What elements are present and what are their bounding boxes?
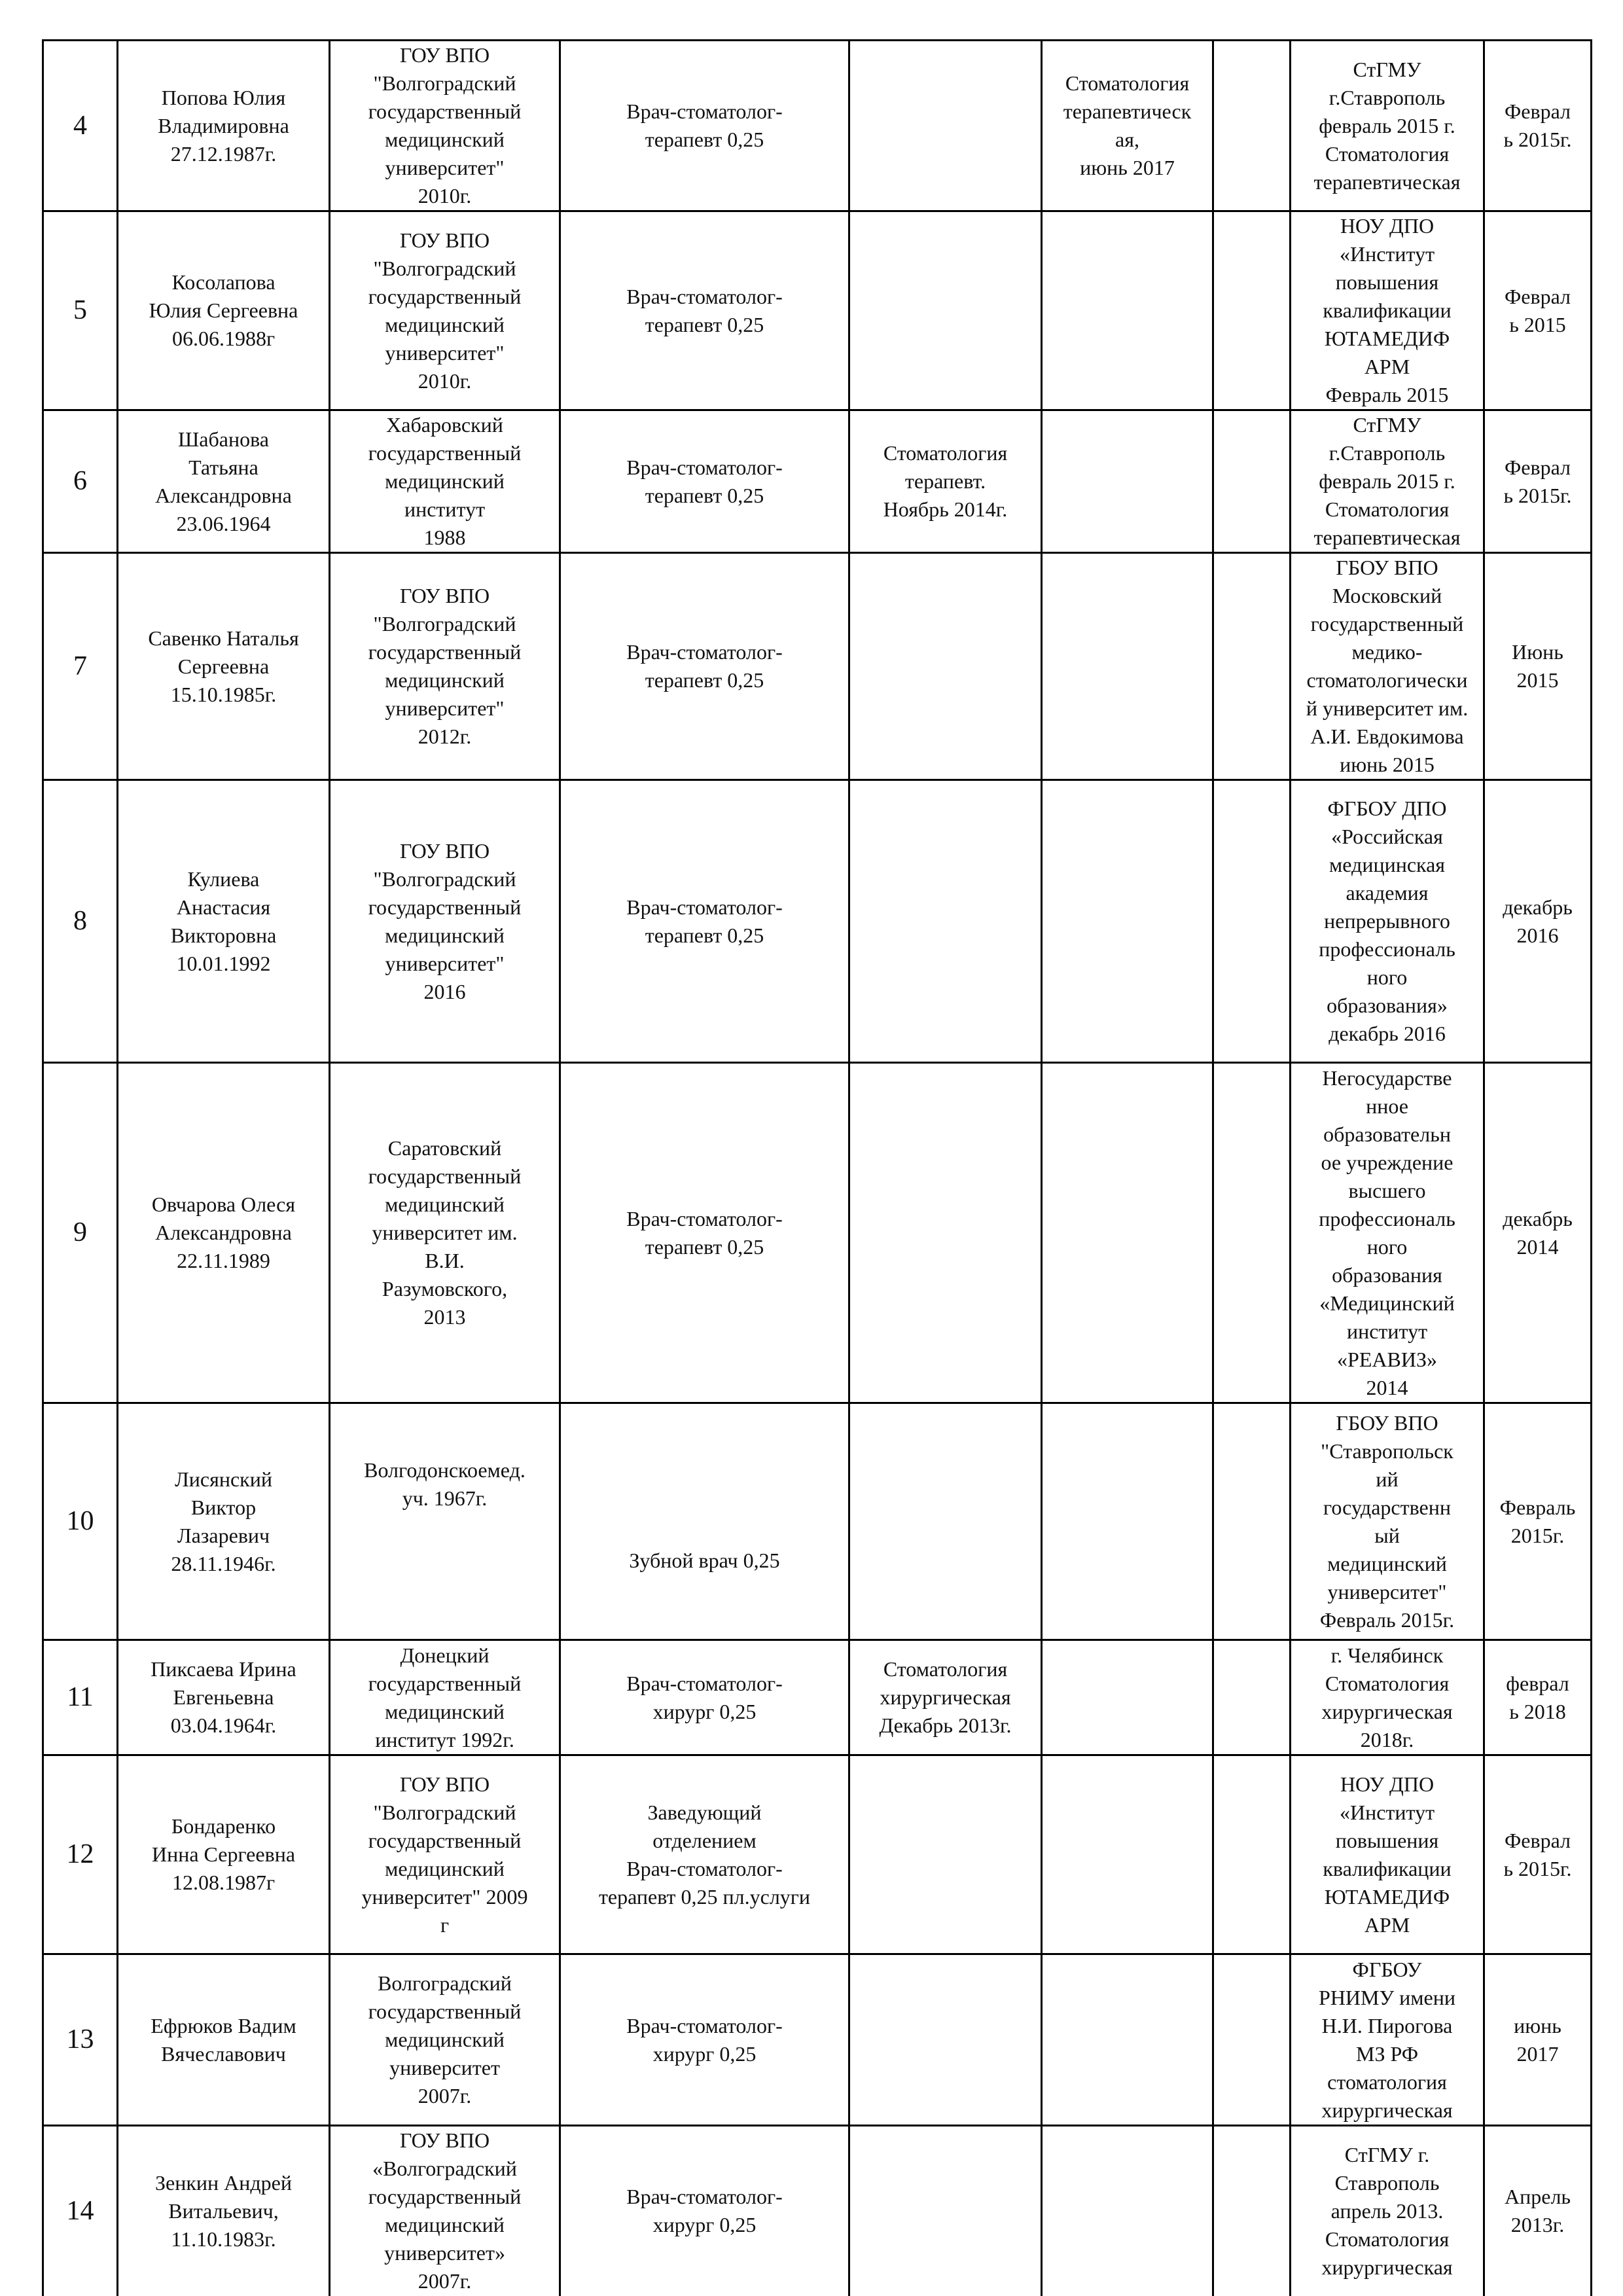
extra-cell [1213,1954,1291,2126]
certificate: ГБОУ ВПО Московский государственный медико- стоматологически й университет им. А.И. Евдокимова июнь 2015 [1291,553,1484,780]
specialty-secondary [1042,1755,1213,1954]
education: ГОУ ВПО "Волгоградский государственный медицинский университет" 2010г. [330,41,560,211]
employee-name: Пиксаева Ирина Евгеньевна 03.04.1964г. [118,1640,330,1755]
extra-cell [1213,780,1291,1063]
employee-name: Бондаренко Инна Сергеевна 12.08.1987г [118,1755,330,1954]
certificate: НОУ ДПО «Институт повышения квалификации ЮТАМЕДИФ АРМ [1291,1755,1484,1954]
specialty-primary: Стоматология хирургическая Декабрь 2013г. [849,1640,1042,1755]
position: Врач-стоматолог- терапевт 0,25 [560,410,849,553]
table-row [43,1063,1592,1403]
table-body [43,41,1592,2296]
certificate: г. Челябинск Стоматология хирургическая 2018г. [1291,1640,1484,1755]
extra-cell [1213,553,1291,780]
certificate-date: декабрь 2016 [1484,780,1592,1063]
extra-cell [1213,1403,1291,1640]
specialty-primary [849,1403,1042,1640]
employee-name: Попова Юлия Владимировна 27.12.1987г. [118,41,330,211]
position: Врач-стоматолог- терапевт 0,25 [560,553,849,780]
education: ГОУ ВПО "Волгоградский государственный медицинский университет" 2010г. [330,211,560,410]
staff-table [42,39,1592,2296]
certificate: СтГМУ г.Ставрополь февраль 2015 г. Стоматология терапевтическая [1291,41,1484,211]
row-number: 13 [43,1954,118,2126]
employee-name: Овчарова Олеся Александровна 22.11.1989 [118,1063,330,1403]
extra-cell [1213,211,1291,410]
certificate: СтГМУ г.Ставрополь февраль 2015 г. Стоматология терапевтическая [1291,410,1484,553]
employee-name: Лисянский Виктор Лазаревич 28.11.1946г. [118,1403,330,1640]
education: Волгодонскоемед. уч. 1967г. [330,1403,560,1640]
specialty-primary [849,1755,1042,1954]
row-number: 10 [43,1403,118,1640]
specialty-secondary [1042,1954,1213,2126]
employee-name: Зенкин Андрей Витальевич, 11.10.1983г. [118,2126,330,2296]
table-row [43,553,1592,780]
certificate: ФГБОУ РНИМУ имени Н.И. Пирогова МЗ РФ стоматология хирургическая [1291,1954,1484,2126]
employee-name: Ефрюков Вадим Вячеславович [118,1954,330,2126]
specialty-primary [849,553,1042,780]
position: Врач-стоматолог- хирург 0,25 [560,1640,849,1755]
table-row [43,211,1592,410]
employee-name: Шабанова Татьяна Александровна 23.06.1964 [118,410,330,553]
position: Врач-стоматолог- терапевт 0,25 [560,1063,849,1403]
employee-name: Савенко Наталья Сергеевна 15.10.1985г. [118,553,330,780]
row-number: 14 [43,2126,118,2296]
specialty-primary [849,780,1042,1063]
education: ГОУ ВПО "Волгоградский государственный медицинский университет" 2016 [330,780,560,1063]
specialty-secondary [1042,211,1213,410]
education: Саратовский государственный медицинский университет им. В.И. Разумовского, 2013 [330,1063,560,1403]
row-number: 9 [43,1063,118,1403]
specialty-secondary [1042,1640,1213,1755]
education: Волгоградский государственный медицинский университет 2007г. [330,1954,560,2126]
certificate-date: Феврал ь 2015г. [1484,410,1592,553]
specialty-primary [849,2126,1042,2296]
table-row [43,780,1592,1063]
education: ГОУ ВПО "Волгоградский государственный медицинский университет" 2012г. [330,553,560,780]
position: Врач-стоматолог- терапевт 0,25 [560,780,849,1063]
certificate: Негосударстве нное образовательн ое учреждение высшего профессиональ ного образования «Медицинский институт «РЕАВИЗ» 2014 [1291,1063,1484,1403]
extra-cell [1213,1640,1291,1755]
certificate-date: Июнь 2015 [1484,553,1592,780]
extra-cell [1213,2126,1291,2296]
row-number: 8 [43,780,118,1063]
certificate-date: июнь 2017 [1484,1954,1592,2126]
row-number: 6 [43,410,118,553]
certificate: ФГБОУ ДПО «Российская медицинская академия непрерывного профессиональ ного образования» декабрь 2016 [1291,780,1484,1063]
position: Врач-стоматолог- хирург 0,25 [560,2126,849,2296]
certificate-date: Февраль 2015г. [1484,1403,1592,1640]
certificate: ГБОУ ВПО "Ставропольск ий государственн ый медицинский университет" Февраль 2015г. [1291,1403,1484,1640]
education: ГОУ ВПО «Волгоградский государственный медицинский университет» 2007г. [330,2126,560,2296]
employee-name: Косолапова Юлия Сергеевна 06.06.1988г [118,211,330,410]
position: Зубной врач 0,25 [560,1403,849,1640]
extra-cell [1213,1755,1291,1954]
table-row [43,410,1592,553]
table-row [43,1403,1592,1640]
specialty-secondary [1042,1063,1213,1403]
specialty-primary [849,1063,1042,1403]
table-row [43,1954,1592,2126]
certificate-date: Феврал ь 2015г. [1484,41,1592,211]
extra-cell [1213,410,1291,553]
position: Заведующий отделением Врач-стоматолог- терапевт 0,25 пл.услуги [560,1755,849,1954]
table-row [43,1640,1592,1755]
certificate: СтГМУ г. Ставрополь апрель 2013. Стоматология хирургическая [1291,2126,1484,2296]
specialty-secondary [1042,780,1213,1063]
table-row [43,41,1592,211]
row-number: 4 [43,41,118,211]
position: Врач-стоматолог- терапевт 0,25 [560,41,849,211]
row-number: 11 [43,1640,118,1755]
specialty-secondary [1042,1403,1213,1640]
extra-cell [1213,41,1291,211]
certificate-date: декабрь 2014 [1484,1063,1592,1403]
specialty-primary: Стоматология терапевт. Ноябрь 2014г. [849,410,1042,553]
employee-name: Кулиева Анастасия Викторовна 10.01.1992 [118,780,330,1063]
specialty-primary [849,41,1042,211]
certificate-date: Феврал ь 2015 [1484,211,1592,410]
education: Хабаровский государственный медицинский институт 1988 [330,410,560,553]
certificate-date: Феврал ь 2015г. [1484,1755,1592,1954]
education: ГОУ ВПО "Волгоградский государственный медицинский университет" 2009 г [330,1755,560,1954]
extra-cell [1213,1063,1291,1403]
table-row [43,2126,1592,2296]
certificate: НОУ ДПО «Институт повышения квалификации ЮТАМЕДИФ АРМ Февраль 2015 [1291,211,1484,410]
specialty-secondary [1042,410,1213,553]
position: Врач-стоматолог- хирург 0,25 [560,1954,849,2126]
specialty-secondary [1042,2126,1213,2296]
certificate-date: Апрель 2013г. [1484,2126,1592,2296]
position: Врач-стоматолог- терапевт 0,25 [560,211,849,410]
certificate-date: феврал ь 2018 [1484,1640,1592,1755]
specialty-secondary: Стоматология терапевтическ ая, июнь 2017 [1042,41,1213,211]
education: Донецкий государственный медицинский институт 1992г. [330,1640,560,1755]
row-number: 5 [43,211,118,410]
specialty-secondary [1042,553,1213,780]
row-number: 7 [43,553,118,780]
table-row [43,1755,1592,1954]
row-number: 12 [43,1755,118,1954]
specialty-primary [849,211,1042,410]
specialty-primary [849,1954,1042,2126]
